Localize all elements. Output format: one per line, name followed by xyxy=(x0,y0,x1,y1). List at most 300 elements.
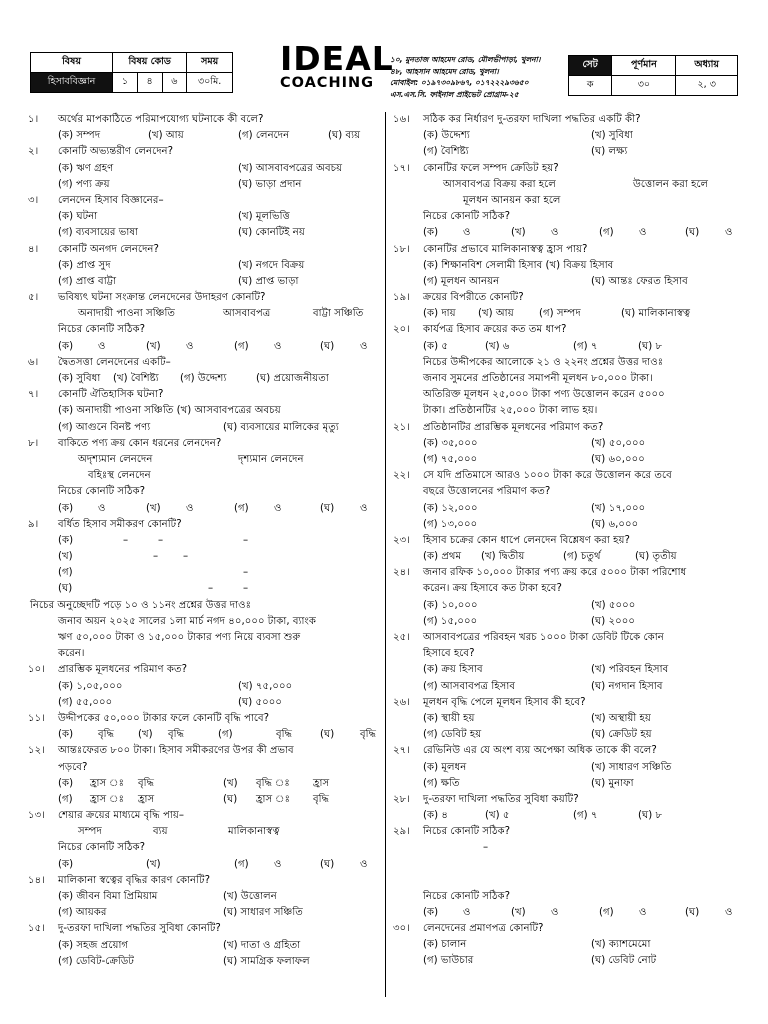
answer-option: (খ) মূলভিত্তি xyxy=(238,211,290,223)
subject-info-table xyxy=(30,52,233,93)
question-line xyxy=(393,792,743,808)
passage-line xyxy=(28,484,380,500)
question-text: সে যদি প্রতিমাসে আরও ১০০০ টাকা করে উত্তোলন করে তবে xyxy=(423,470,672,482)
answer-option: (গ) ভাউচার xyxy=(423,955,474,967)
answer-option: (গ) xyxy=(599,227,614,239)
time-heading: সময় xyxy=(187,53,233,73)
answer-option: (গ) ৭ xyxy=(573,340,598,352)
answer-option: (খ) আয় xyxy=(148,130,184,142)
answer-option: (গ) ১৫,০০০ xyxy=(423,615,478,627)
passage-text: নিচের উদ্দীপকের আলোকে ২১ ও ২২নং প্রশ্নের উত্তর দাওঃ xyxy=(423,356,664,368)
answer-option: (ঘ) কোনটিই নয় xyxy=(238,227,305,239)
answer-option: (গ) আগুনে বিনষ্ট পণ্য xyxy=(58,421,151,433)
question-text: কার্যপত্র হিসাব ক্রয়ের কত তম ধাপ? xyxy=(423,324,567,336)
question-line xyxy=(28,517,380,533)
question-text: সঠিক কর নির্ধারণ দু-তরফা দাখিলা পদ্ধতির একটি কী? xyxy=(423,114,641,125)
option-line xyxy=(393,128,743,144)
question-line xyxy=(28,112,380,128)
answer-option: (ক) xyxy=(58,340,74,352)
question-line xyxy=(393,921,743,937)
answer-option: (খ) ৫ xyxy=(485,810,510,822)
question-text: কোনটির ফলে সম্পদ ক্রেডিট হয়? xyxy=(423,162,559,174)
subject-name: হিসাববিজ্ঞান xyxy=(31,73,113,93)
answer-option: বাট্টা সঞ্চিতি xyxy=(313,308,364,320)
option-line xyxy=(393,144,743,160)
option-line xyxy=(393,776,743,792)
question-line xyxy=(393,565,743,581)
answer-option: ও xyxy=(639,227,647,239)
answer-option: (খ) xyxy=(511,227,526,239)
question-text: প্রতিষ্ঠানটির প্রারম্ভিক মূলধনের পরিমাণ কত? xyxy=(423,421,604,433)
option-line xyxy=(393,193,743,209)
answer-option: ও xyxy=(463,906,471,918)
answer-option: (ঘ) xyxy=(685,906,700,918)
question-text: কোনটির প্রভাবে মালিকানাস্বত্ব হ্রাস পায়? xyxy=(423,243,588,255)
passage-text: পড়বে? xyxy=(58,761,88,773)
option-line xyxy=(28,565,380,581)
answer-option: (গ) xyxy=(234,858,249,870)
answer-option: ও xyxy=(274,502,282,514)
answer-option: হ্রাস ঃ xyxy=(90,793,125,805)
question-number: ১। xyxy=(28,114,39,125)
passage-text: বছরে উত্তোলনের পরিমাণ কত? xyxy=(423,486,551,498)
address-line: ১০, মুনতাজ আহমেদ রোড, মৌলভীপাড়া, খুলনা। xyxy=(390,55,541,64)
exam-time: ৩০মি. xyxy=(187,73,233,93)
answer-option: (গ) xyxy=(218,729,233,741)
question-number: ৯। xyxy=(28,518,39,530)
answer-option: (ক) xyxy=(423,906,439,918)
question-line xyxy=(393,695,743,711)
answer-option: (খ) xyxy=(58,551,73,563)
answer-option: (গ) ক্ষতি xyxy=(423,777,460,789)
answer-option: (ঘ) লক্ষ্য xyxy=(591,146,628,158)
answer-option: (ঘ) xyxy=(223,793,238,805)
question-number: ১২। xyxy=(28,745,45,757)
passage-line xyxy=(393,387,743,403)
answer-option: (ক) ঘটনা xyxy=(58,211,98,223)
question-number: ২০। xyxy=(393,324,410,336)
answer-option: (ঘ) ৬০,০০০ xyxy=(591,453,645,465)
option-line xyxy=(393,501,743,517)
ideal-coaching-logo xyxy=(280,39,394,91)
answer-option: বৃদ্ধি ঃ xyxy=(256,777,290,789)
answer-option: (গ) xyxy=(58,567,73,579)
passage-line xyxy=(393,355,743,371)
answer-option: দৃশ্যমান লেনদেন xyxy=(238,453,304,465)
passage-text: করেন। ক্রয় হিসাবে কত টাকা হবে? xyxy=(423,583,562,595)
question-text: কোনটি অনগদ লেনদেন? xyxy=(58,243,159,255)
answer-option: মূলধন আনয়ন করা হলে xyxy=(463,194,561,206)
option-line xyxy=(393,808,743,824)
answer-option: (খ) xyxy=(511,906,526,918)
question-text: দু-তরফা দাখিলা পদ্ধতির সুবিধা কয়টি? xyxy=(423,793,579,805)
answer-option: – xyxy=(183,551,189,563)
question-number: ২১। xyxy=(393,421,410,433)
answer-option: (খ) সাধারণ সঞ্চিতি xyxy=(591,761,672,773)
passage-text: জনাব অয়ন ২০২৫ সালের ১লা মার্চ নগদ ৪০,০০০ টাকা, ব্যাংক xyxy=(58,615,316,627)
passage-line xyxy=(393,484,743,500)
blank-line xyxy=(393,857,743,889)
question-line xyxy=(393,242,743,258)
answer-option: (ক) xyxy=(58,534,74,546)
answer-option: (ক) xyxy=(58,858,74,870)
question-text: শেয়ার ক্রয়ের মাধ্যমে বৃদ্ধি পায়– xyxy=(58,810,184,822)
answer-option: (খ) ৫০,০০০ xyxy=(591,437,646,449)
answer-option: (গ) ৫৫,০০০ xyxy=(58,696,113,708)
option-line xyxy=(28,679,380,695)
question-text: রেভিনিউ এর যে অংশ ব্যয় অপেক্ষা অধিক তাকে কী বলে? xyxy=(423,745,657,757)
option-line xyxy=(393,339,743,355)
set-heading: সেট xyxy=(569,56,612,76)
answer-option: ও xyxy=(274,340,282,352)
answer-option: (ক) অনাদায়ী পাওনা সঞ্চিতি (খ) আসবাবপত্রের অবচয় xyxy=(58,405,281,417)
option-line xyxy=(28,339,380,355)
phone-line: মোবাইল: ০১৯৭৩০৯৮৬৭, ০১৭২২২৯৩৬৫০ xyxy=(390,78,529,87)
option-line xyxy=(393,306,743,322)
answer-option: (ক) প্রথম xyxy=(423,551,462,563)
column-divider xyxy=(385,112,386,997)
answer-option: (ঘ) ব্যবসায়ের মালিকের মৃত্যু xyxy=(223,421,339,433)
answer-option: (ক) ৫ xyxy=(423,340,448,352)
option-line xyxy=(393,225,743,241)
question-line xyxy=(28,193,380,209)
answer-option: (গ) প্রাপ্ত বাট্টা xyxy=(58,275,117,287)
left-question-column xyxy=(28,112,380,970)
question-text: উদ্দীপকের ৫০,০০০ টাকার ফলে কোনটি বৃদ্ধি পাবে? xyxy=(58,712,270,724)
answer-option: ও xyxy=(725,906,733,918)
option-line xyxy=(393,258,743,274)
answer-option: (গ) xyxy=(58,793,73,805)
answer-option: (ঘ) ৮ xyxy=(638,810,663,822)
answer-option: ও xyxy=(98,340,106,352)
answer-option: (গ) xyxy=(234,340,249,352)
answer-option: (গ) xyxy=(599,906,614,918)
option-line xyxy=(28,420,380,436)
answer-option: (গ) ৭৫,০০০ xyxy=(423,453,478,465)
question-number: ৪। xyxy=(28,243,39,255)
question-text: দু-তরফা দাখিলা পদ্ধতির সুবিধা কোনটি? xyxy=(58,923,221,935)
passage-text: নিচের কোনটি সঠিক? xyxy=(58,842,146,854)
subject-code-digit: ৬ xyxy=(162,73,187,93)
option-line xyxy=(28,306,380,322)
question-line xyxy=(28,873,380,889)
answer-option: – xyxy=(123,534,129,546)
question-text: অর্থের মাপকাঠিতে পরিমাপযোগ্য ঘটনাকে কী বলে? xyxy=(58,114,264,125)
answer-option: (ক) ১০,০০০ xyxy=(423,599,478,611)
answer-option: (গ) xyxy=(234,502,249,514)
answer-option: (খ) xyxy=(223,777,238,789)
answer-option: (ঘ) সাধারণ সঞ্চিতি xyxy=(223,907,303,919)
answer-option: (ঘ) ক্রেডিট হয় xyxy=(591,729,652,741)
answer-option: – xyxy=(243,567,249,579)
passage-line xyxy=(28,598,380,614)
question-text: আন্তঃফেরত ৮০০ টাকা। হিসাব সমীকরণের উপর কী প্রভাব xyxy=(58,745,294,757)
answer-option: (ঘ) প্রাপ্ত ভাড়া xyxy=(238,275,299,287)
logo-line1: IDEAL xyxy=(280,39,394,78)
question-number: ২৯। xyxy=(393,826,410,838)
answer-option: (ঘ) ৬,০০০ xyxy=(591,518,639,530)
answer-option: (খ) দাতা ও গ্রহিতা xyxy=(223,939,301,951)
option-line xyxy=(28,695,380,711)
answer-option: (ক) xyxy=(423,227,439,239)
answer-option: (খ) xyxy=(146,502,161,514)
question-number: ৮। xyxy=(28,437,39,449)
answer-option: (ঘ) ৮ xyxy=(638,340,663,352)
answer-option: (ক) সহজ প্রয়োগ xyxy=(58,939,129,951)
answer-option: আসবাবপত্র বিক্রয় করা হলে xyxy=(443,178,556,190)
answer-option: (ঘ) সামগ্রিক ফলাফল xyxy=(223,955,310,967)
answer-option: (খ) দ্বিতীয় xyxy=(481,551,525,563)
answer-option: (গ) ৭ xyxy=(573,810,598,822)
answer-option: (খ) উত্তোলন xyxy=(223,891,277,902)
answer-option: ব্যয় xyxy=(153,826,168,838)
option-line xyxy=(28,792,380,808)
option-line xyxy=(28,857,380,873)
question-line xyxy=(393,824,743,840)
question-number: ২৬। xyxy=(393,696,410,708)
question-number: ৭। xyxy=(28,389,39,401)
option-line xyxy=(393,905,743,921)
question-text: মূলধন বৃদ্ধি পেলে মূলধন হিসাব কী হবে? xyxy=(423,696,586,708)
subject-heading: বিষয় xyxy=(31,53,113,73)
answer-option: (ক) ৩৫,০০০ xyxy=(423,437,478,449)
question-number: ১৬। xyxy=(393,114,410,125)
option-line xyxy=(28,274,380,290)
answer-option: – xyxy=(208,583,214,595)
answer-option: (ক) xyxy=(58,729,74,741)
answer-option: (খ) xyxy=(146,340,161,352)
answer-option: ও xyxy=(360,858,368,870)
set-value: ক xyxy=(569,76,612,96)
answer-option: (খ) ৬ xyxy=(485,340,510,352)
answer-option: ও xyxy=(98,502,106,514)
question-number: ৫। xyxy=(28,292,39,304)
subject-code-digit: ৪ xyxy=(137,73,162,93)
passage-line xyxy=(393,403,743,419)
answer-option: (গ) সম্পদ xyxy=(539,308,581,320)
question-number: ২৫। xyxy=(393,632,410,643)
answer-option: (গ) আয়কর xyxy=(58,907,107,919)
question-line xyxy=(393,468,743,484)
answer-option: ও xyxy=(551,906,559,918)
passage-line xyxy=(393,209,743,225)
answer-option: (ক) সুবিধা xyxy=(58,373,101,384)
option-line xyxy=(393,679,743,695)
option-line xyxy=(28,258,380,274)
answer-option: (ক) শিক্ষানবিশ সেলামী হিসাব (খ) বিক্রয় হিসাব xyxy=(423,259,614,271)
question-text: লেনদেনের প্রমাণপত্র কোনটি? xyxy=(423,923,544,934)
question-text: দ্বৈতসত্তা লেনদেনের একটি– xyxy=(58,356,171,368)
option-line xyxy=(28,889,380,905)
question-line xyxy=(28,436,380,452)
option-line xyxy=(28,371,380,387)
option-line xyxy=(393,727,743,743)
option-line xyxy=(28,549,380,565)
question-text: মালিকানা স্বত্বের বৃদ্ধির কারণ কোনটি? xyxy=(58,874,211,886)
question-line xyxy=(28,355,380,371)
option-line xyxy=(28,225,380,241)
question-text: নিচের কোনটি সঠিক? xyxy=(423,826,511,838)
answer-option: (ক) ঋণ গ্রহণ xyxy=(58,162,114,174)
question-text: লেনদেন হিসাব বিজ্ঞানের– xyxy=(58,194,164,206)
answer-option: (ঘ) xyxy=(320,340,335,352)
question-number: ১৭। xyxy=(393,162,410,174)
option-line xyxy=(28,727,380,743)
answer-option: (ক) xyxy=(58,777,74,789)
passage-text: নিচের কোনটি সঠিক? xyxy=(58,324,146,336)
answer-option: হ্রাস xyxy=(138,793,155,805)
passage-line xyxy=(28,646,380,662)
answer-option: (খ) ৭৫,০০০ xyxy=(238,680,293,692)
answer-option: (গ) ডেবিট-ক্রেডিট xyxy=(58,955,134,967)
option-line xyxy=(28,954,380,970)
answer-option: (খ) ৫০০০ xyxy=(591,599,636,611)
question-text: ক্রয়ের বিপরীতে কোনটি? xyxy=(423,292,524,304)
answer-option: (ক) প্রাপ্ত সুদ xyxy=(58,259,111,271)
answer-option: উত্তোলন করা হলে xyxy=(633,178,709,190)
question-line xyxy=(28,242,380,258)
passage-text: টাকা। প্রতিষ্ঠানটির ২৫,০০০ টাকা লাভ হয়। xyxy=(423,405,598,417)
passage-line xyxy=(28,322,380,338)
question-number: ২৭। xyxy=(393,745,410,757)
passage-line xyxy=(393,889,743,905)
answer-option: (খ) আসবাবপত্রের অবচয় xyxy=(238,162,343,174)
option-line xyxy=(393,549,743,565)
answer-option: (ঘ) মুনাফা xyxy=(591,777,634,789)
question-line xyxy=(28,743,380,759)
question-text: জনাব রফিক ১০,০০০ টাকার পণ্য ক্রয় করে ৫০০০ টাকা পরিশোধ xyxy=(423,567,687,579)
question-number: ১১। xyxy=(28,712,45,724)
answer-option: ও xyxy=(360,340,368,352)
answer-option: (গ) মূলধন আনয়ন xyxy=(423,275,500,287)
option-line xyxy=(28,776,380,792)
question-line xyxy=(28,290,380,306)
question-line xyxy=(393,161,743,177)
answer-option: (ক) মূলধন xyxy=(423,761,467,773)
answer-option: হ্রাস ঃ xyxy=(256,793,291,805)
answer-option: (ঘ) ৫০০০ xyxy=(238,696,282,708)
question-number: ৩। xyxy=(28,194,39,206)
question-line xyxy=(393,290,743,306)
option-line xyxy=(28,938,380,954)
subject-code-digit: ১ xyxy=(113,73,138,93)
option-line xyxy=(28,905,380,921)
answer-option: (গ) আসবাবপত্র হিসাব xyxy=(423,680,516,692)
option-line xyxy=(28,128,380,144)
option-line xyxy=(393,840,743,856)
answer-option: ও xyxy=(463,227,471,239)
answer-option: – xyxy=(158,534,164,546)
passage-line xyxy=(28,760,380,776)
answer-option: (খ) আয় xyxy=(478,308,514,320)
passage-text: নিচের কোনটি সঠিক? xyxy=(423,211,511,223)
option-line xyxy=(393,177,743,193)
answer-option: (খ) পরিবহন হিসাব xyxy=(591,664,669,676)
answer-option: (গ) বৈশিষ্ট্য xyxy=(423,146,469,158)
question-line xyxy=(28,387,380,403)
passage-text: নিচের কোনটি সঠিক? xyxy=(423,890,511,902)
option-line xyxy=(393,274,743,290)
answer-option: (ক) দায় xyxy=(423,308,456,320)
answer-option: হ্রাস xyxy=(313,777,330,789)
question-line xyxy=(28,921,380,937)
question-number: ২২। xyxy=(393,470,410,482)
answer-option: (খ) ক্যাশমেমো xyxy=(591,939,651,951)
question-number: ২৮। xyxy=(393,793,410,805)
passage-text: নিচের কোনটি সঠিক? xyxy=(58,486,146,498)
option-line xyxy=(393,598,743,614)
passage-line xyxy=(28,614,380,630)
answer-option: সম্পদ xyxy=(78,826,102,838)
answer-option: ও xyxy=(639,906,647,918)
answer-option: (ক) ৪ xyxy=(423,810,448,822)
address-line: ৪৮, আহসান আহমেদ রোড, খুলনা। xyxy=(390,66,499,76)
passage-text: জনাব সুমনের প্রতিষ্ঠানের সমাপনী মূলধন ৮০,০০০ টাকা। xyxy=(423,373,653,384)
answer-option: (ক) xyxy=(58,502,74,514)
question-text: ভবিষ্যৎ ঘটনা সংক্রান্ত লেনদেনের উদাহরণ কোনটি? xyxy=(58,292,266,304)
option-line xyxy=(28,501,380,517)
question-text: কোনটি অভ্যন্তরীণ লেনদেন? xyxy=(58,146,174,158)
option-line xyxy=(393,760,743,776)
option-line xyxy=(28,403,380,419)
answer-option: আসবাবপত্র xyxy=(223,308,271,320)
answer-option: (ক) চালান xyxy=(423,939,467,951)
option-line xyxy=(393,436,743,452)
option-line xyxy=(393,662,743,678)
answer-option: (ক) ক্রয় হিসাব xyxy=(423,664,483,676)
answer-option: (গ) চতুর্থ xyxy=(563,551,601,563)
question-number: ২। xyxy=(28,146,39,158)
answer-option: (গ) উদ্দেশ্য xyxy=(180,373,227,384)
question-line xyxy=(393,420,743,436)
question-number: ৩০। xyxy=(393,923,410,934)
passage-line xyxy=(393,581,743,597)
question-number: ১৪। xyxy=(28,874,45,886)
answer-option: – xyxy=(243,534,249,546)
question-number: ২৪। xyxy=(393,567,410,579)
chapter-heading: অধ্যায় xyxy=(676,56,738,76)
question-number: ৬। xyxy=(28,356,39,368)
answer-option: বহিঃস্থ লেনদেন xyxy=(88,470,151,482)
answer-option: (ঘ) xyxy=(58,583,73,595)
answer-option: (ঘ) xyxy=(320,502,335,514)
answer-option: (ঘ) ভাড়া প্রদান xyxy=(238,178,302,190)
answer-option: (খ) নগদে বিক্রয় xyxy=(238,259,305,271)
full-marks-heading: পূর্ণমান xyxy=(612,56,676,76)
answer-option: (খ) xyxy=(146,858,161,870)
answer-option: – xyxy=(483,842,489,854)
answer-option: (ঘ) xyxy=(685,227,700,239)
option-line xyxy=(28,209,380,225)
answer-option: (ঘ) ব্যয় xyxy=(328,130,361,142)
passage-line xyxy=(28,630,380,646)
passage-line xyxy=(393,371,743,387)
answer-option: ও xyxy=(725,227,733,239)
question-text: হিসাব চক্রের কোন ধাপে লেনদেন বিশ্লেষণ করা হয়? xyxy=(423,534,630,546)
answer-option: (ক) ১২,০০০ xyxy=(423,502,478,514)
question-line xyxy=(393,533,743,549)
question-line xyxy=(393,112,743,128)
coaching-address xyxy=(390,54,541,100)
right-question-column xyxy=(393,112,743,970)
question-number: ১৩। xyxy=(28,810,45,822)
answer-option: (ঘ) আন্তঃ ফেরত হিসাব xyxy=(591,275,688,287)
answer-option: অদৃশ্যমান লেনদেন xyxy=(78,453,153,465)
answer-option: অনাদায়ী পাওনা সঞ্চিতি xyxy=(78,308,176,320)
answer-option: বৃদ্ধি xyxy=(276,729,293,741)
question-number: ১৫। xyxy=(28,923,45,935)
option-line xyxy=(28,161,380,177)
